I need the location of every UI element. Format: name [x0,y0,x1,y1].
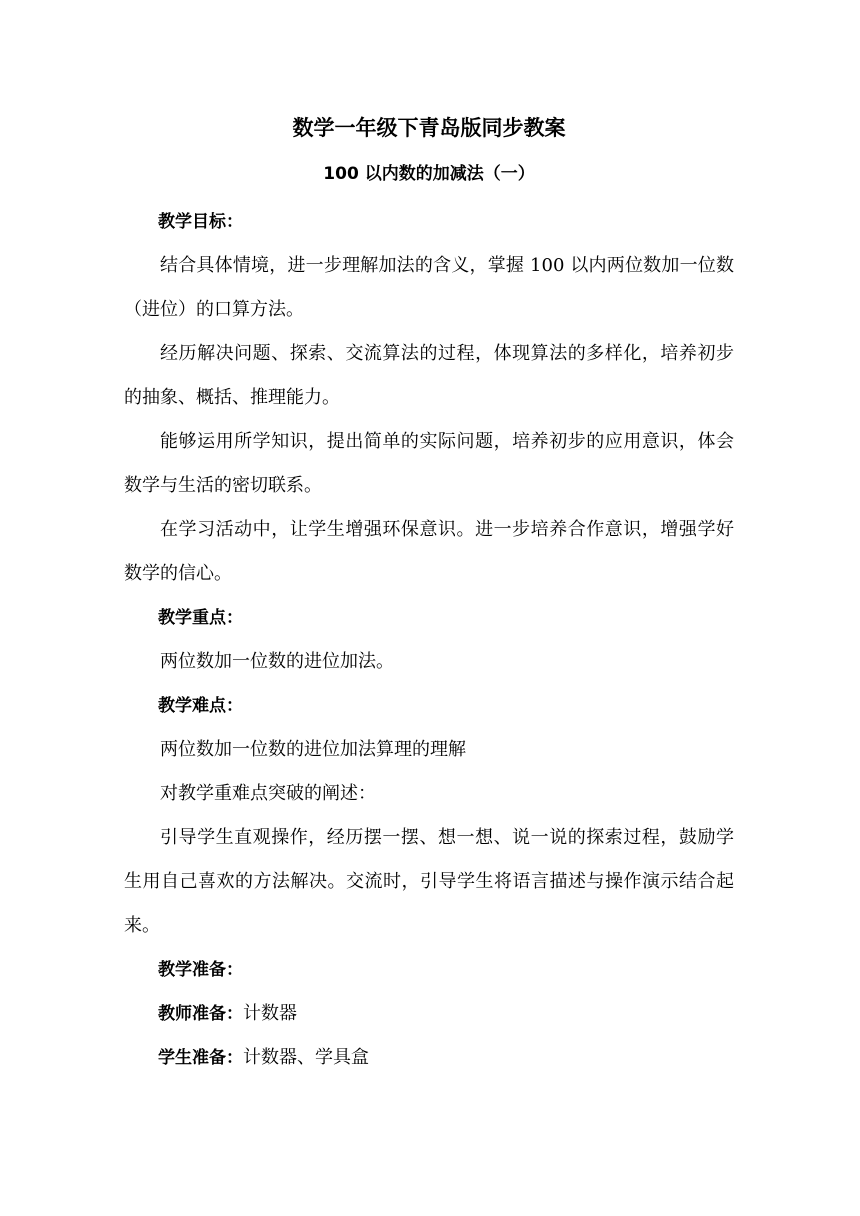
objective-paragraph: 经历解决问题、探索、交流算法的过程，体现算法的多样化，培养初步的抽象、概括、推理能力。 [124,343,734,408]
student-prep-label: 学生准备： [158,1048,243,1068]
document-title: 数学一年级下青岛版同步教案 [292,116,566,140]
teacher-prep-label: 教师准备： [158,1004,243,1024]
breakthrough-heading: 对教学重难点突破的阐述： [160,783,376,804]
breakthrough-text: 引导学生直观操作，经历摆一摆、想一想、说一说的探索过程，鼓励学生用自己喜欢的方法解决。交流时，引导学生将语言描述与操作演示结合起来。 [124,827,734,936]
document-subtitle: 100 以内数的加减法（一） [323,164,535,184]
difficulties-text: 两位数加一位数的进位加法算理的理解 [160,739,466,760]
document-content [124,108,734,1080]
teacher-preparation [124,992,734,1036]
student-preparation [124,1036,734,1080]
teacher-prep-value: 计数器 [243,1003,297,1024]
objective-paragraph: 在学习活动中，让学生增强环保意识。进一步培养合作意识，增强学好数学的信心。 [124,519,734,584]
objectives-heading: 教学目标： [158,212,243,232]
key-points-heading: 教学重点： [158,608,243,628]
student-prep-value: 计数器、学具盒 [243,1047,369,1068]
objective-paragraph: 结合具体情境，进一步理解加法的含义，掌握 100 以内两位数加一位数（进位）的口算方法。 [124,255,734,320]
objective-paragraph: 能够运用所学知识，提出简单的实际问题，培养初步的应用意识，体会数学与生活的密切联系。 [124,431,734,496]
preparation-heading: 教学准备： [158,960,243,980]
difficulties-heading: 教学难点： [158,696,243,716]
key-points-text: 两位数加一位数的进位加法。 [160,651,394,672]
